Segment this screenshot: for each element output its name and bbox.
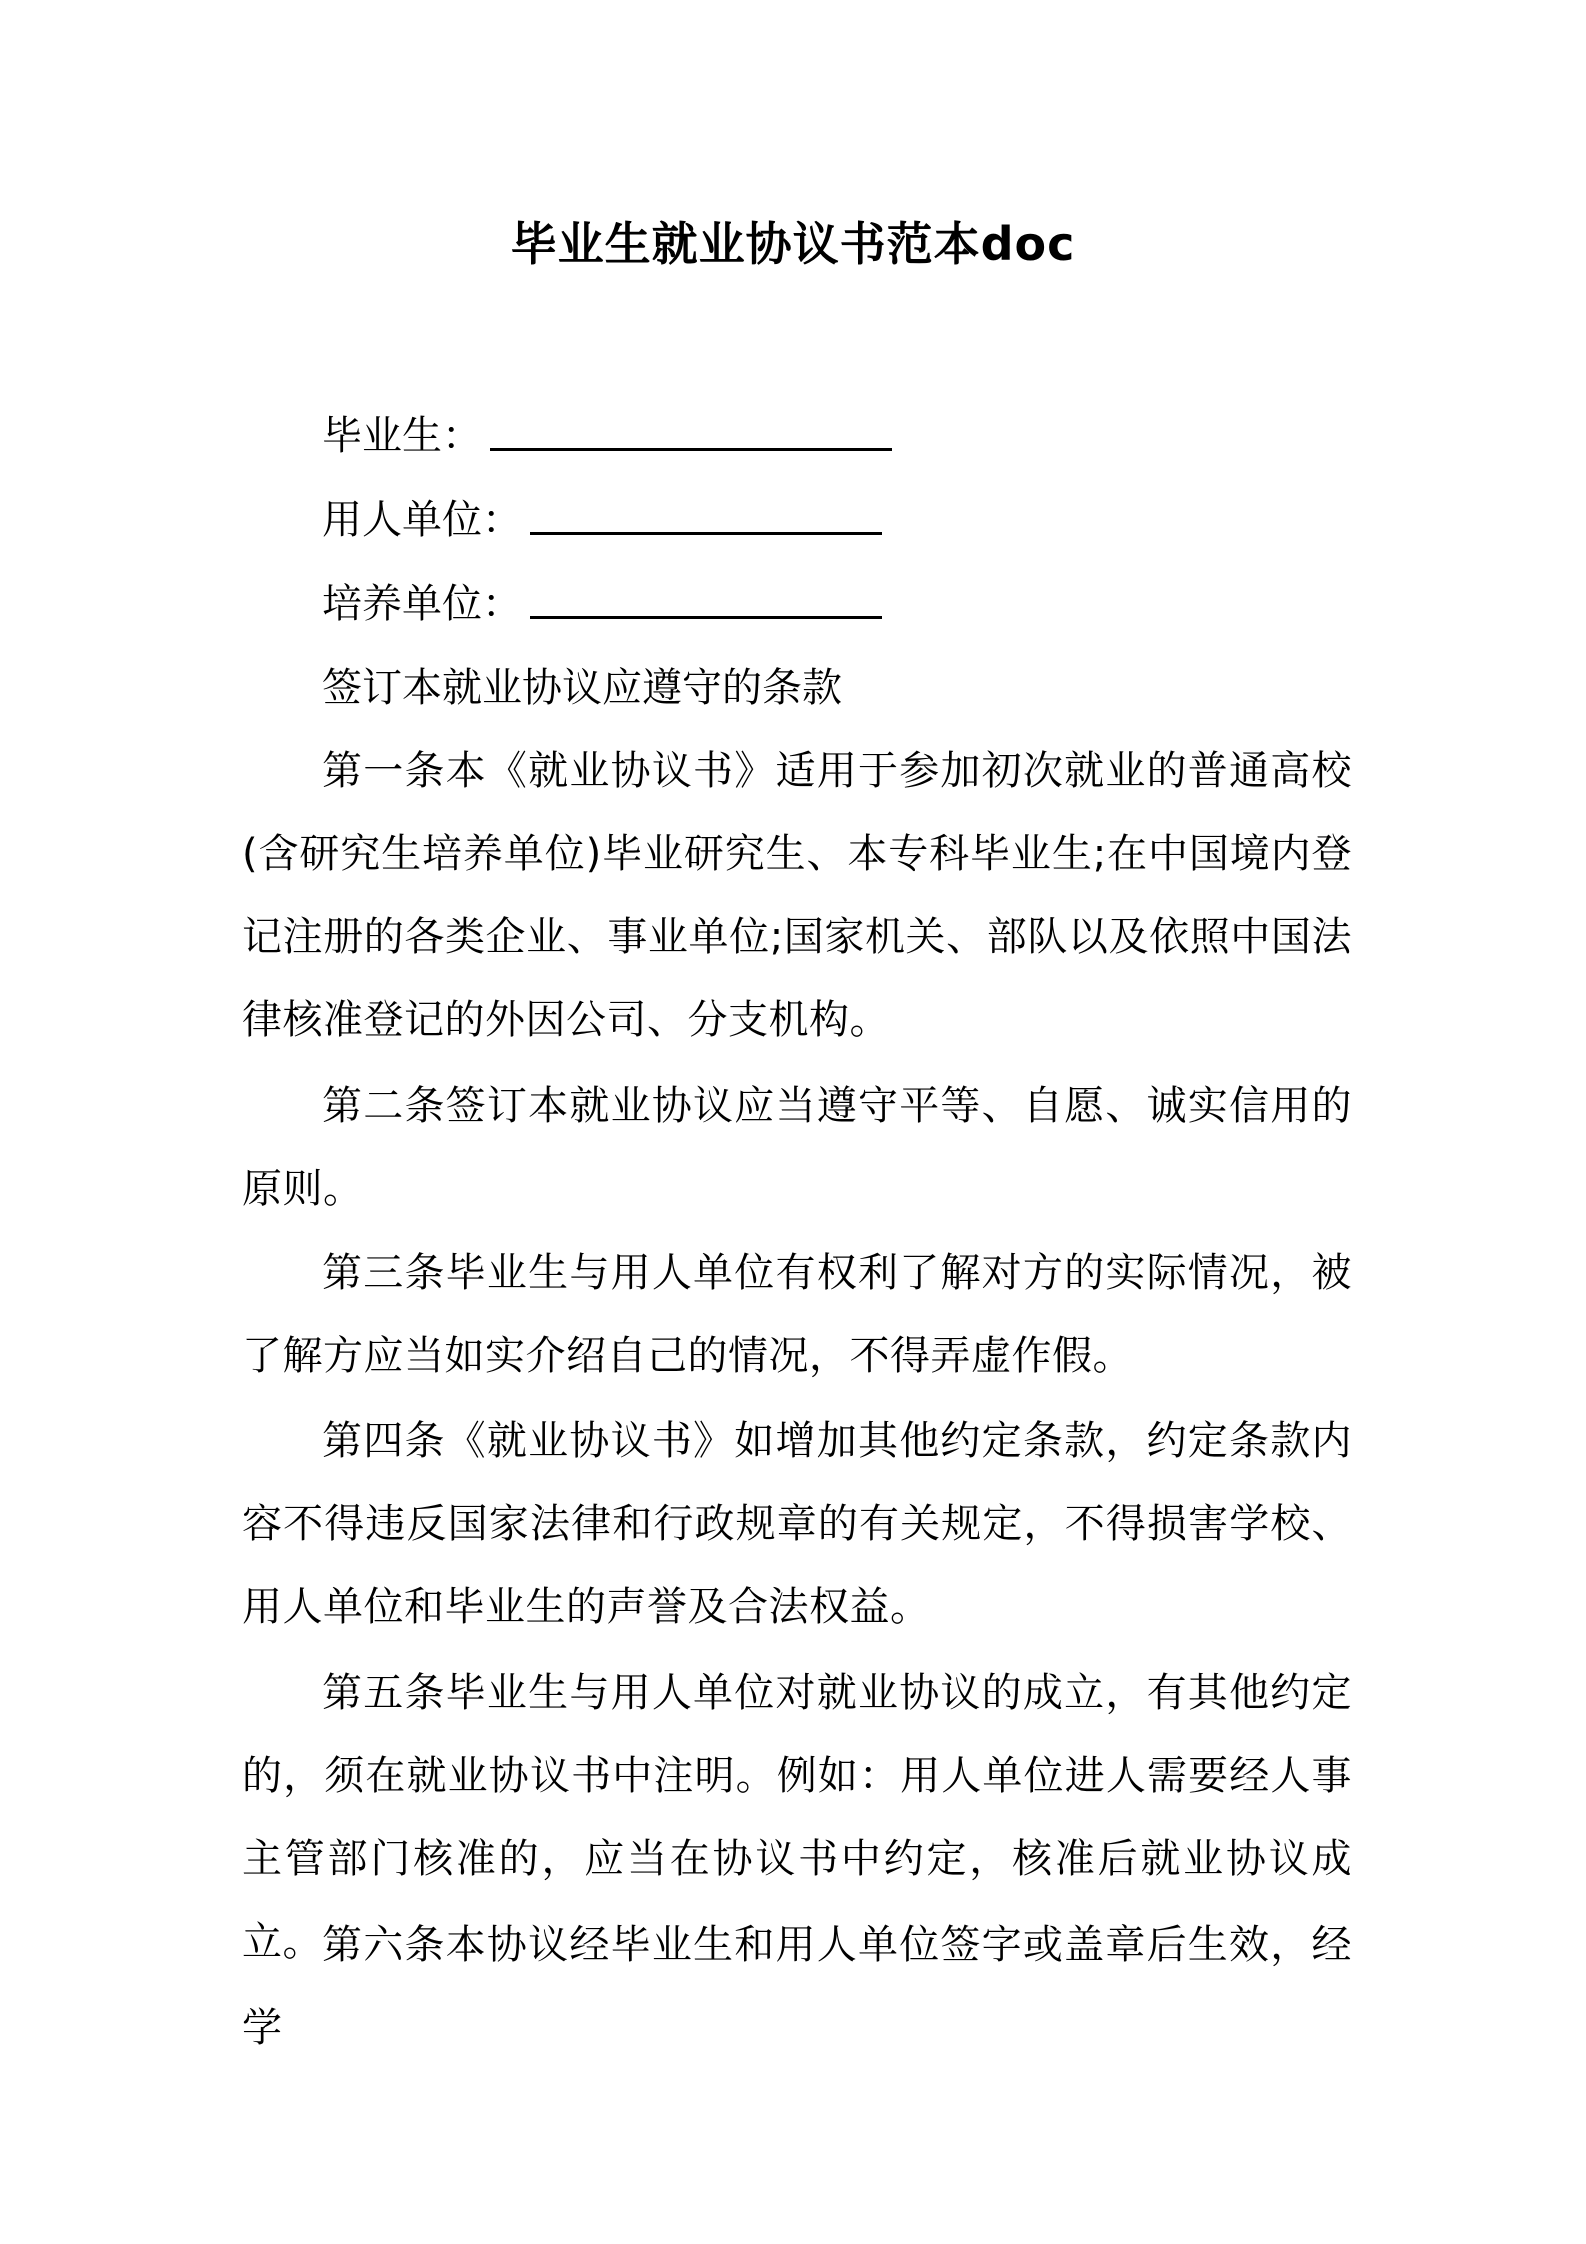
article-1: 第一条本《就业协议书》适用于参加初次就业的普通高校(含研究生培养单位)毕业研究生、本专科毕业生;在中国境内登记注册的各类企业、事业单位;国家机关、部队以及依照中国法律核准登记的外因公司、分支机构。 [242,748,1352,1043]
training-unit-label: 培养单位： [322,581,522,627]
graduate-blank-line [490,408,892,451]
document-title: 毕业生就业协议书范本doc [510,217,1076,271]
graduate-field [322,408,892,464]
employer-blank-line [530,492,882,535]
employer-field [322,492,882,548]
article-3: 第三条毕业生与用人单位有权利了解对方的实际情况，被了解方应当如实介绍自己的情况，不得弄虚作假。 [242,1250,1352,1379]
training-unit-field [322,576,882,632]
article-4: 第四条《就业协议书》如增加其他约定条款，约定条款内容不得违反国家法律和行政规章的有关规定，不得损害学校、用人单位和毕业生的声誉及合法权益。 [242,1418,1352,1630]
article-2: 第二条签订本就业协议应当遵守平等、自愿、诚实信用的原则。 [242,1083,1352,1212]
section-heading: 签订本就业协议应遵守的条款 [322,665,842,711]
article-6: 第六条本协议经毕业生和用人单位签字或盖章后生效，经学 [242,1922,1352,2051]
training-unit-blank-line [530,576,882,619]
article-5: 第五条毕业生与用人单位对就业协议的成立，有其他约定的，须在就业协议书中注明。例如：用人单位进人需要经人事主管部门核准的，应当在协议书中约定，核准后就业协议成立。 [242,1670,1352,1965]
graduate-label: 毕业生： [322,413,482,459]
employer-label: 用人单位： [322,497,522,543]
